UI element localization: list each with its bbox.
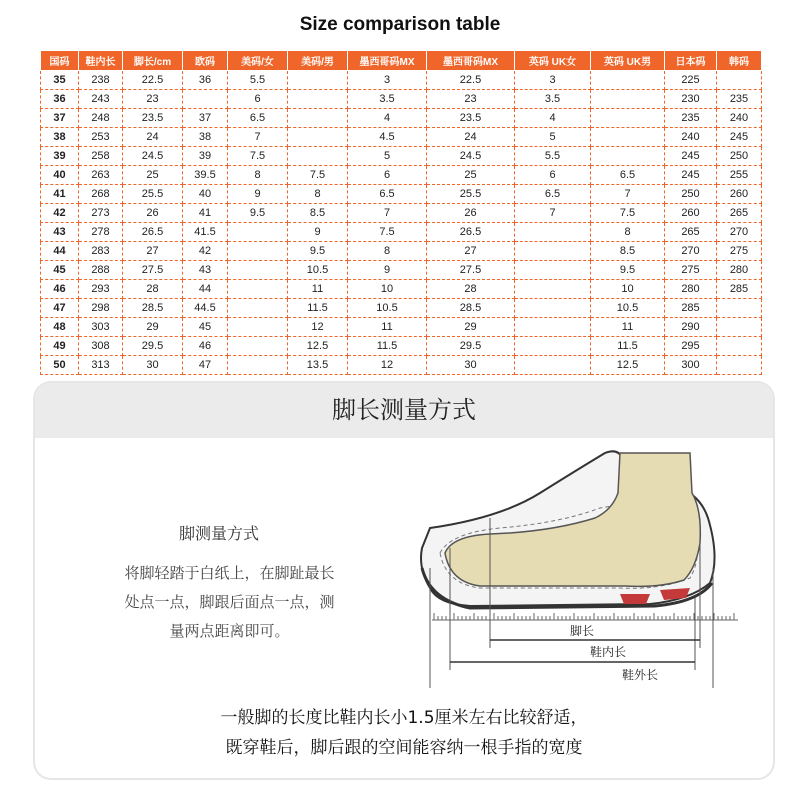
table-row	[41, 242, 762, 261]
table-cell	[591, 147, 665, 166]
table-cell	[515, 242, 591, 261]
table-cell: 43	[183, 261, 228, 280]
table-cell: 11	[591, 318, 665, 337]
table-cell: 30	[123, 356, 183, 375]
table-cell: 6.5	[348, 185, 427, 204]
table-row	[41, 166, 762, 185]
table-cell: 248	[79, 109, 123, 128]
page-title: Size comparison table	[299, 14, 501, 35]
table-cell: 49	[41, 337, 79, 356]
table-row	[41, 337, 762, 356]
table-cell: 285	[717, 280, 762, 299]
table-header-row	[41, 51, 762, 71]
table-cell: 41.5	[183, 223, 228, 242]
column-header: 美码/男	[288, 51, 348, 71]
table-cell: 50	[41, 356, 79, 375]
table-cell: 8	[591, 223, 665, 242]
table-cell: 313	[79, 356, 123, 375]
table-cell: 10.5	[348, 299, 427, 318]
table-cell: 238	[79, 71, 123, 90]
table-cell: 8	[348, 242, 427, 261]
column-header: 欧码	[183, 51, 228, 71]
table-cell: 6	[228, 90, 288, 109]
table-row	[41, 109, 762, 128]
column-header: 韩码	[717, 51, 762, 71]
table-cell: 8	[288, 185, 348, 204]
table-cell: 24	[123, 128, 183, 147]
column-header: 国码	[41, 51, 79, 71]
sole-accent	[620, 594, 650, 604]
table-cell: 23.5	[123, 109, 183, 128]
method-line: 量两点距离即可。	[169, 622, 290, 640]
table-cell: 45	[41, 261, 79, 280]
table-cell	[515, 280, 591, 299]
table-cell: 10.5	[591, 299, 665, 318]
table-cell: 308	[79, 337, 123, 356]
table-cell: 27.5	[427, 261, 515, 280]
table-cell: 9	[348, 261, 427, 280]
table-cell: 47	[41, 299, 79, 318]
table-body	[41, 71, 762, 375]
table-cell	[228, 223, 288, 242]
table-cell	[717, 318, 762, 337]
table-cell: 6	[515, 166, 591, 185]
table-cell	[183, 90, 228, 109]
table-cell: 9	[288, 223, 348, 242]
table-cell: 8	[228, 166, 288, 185]
table-cell: 245	[717, 128, 762, 147]
table-cell: 27	[427, 242, 515, 261]
table-cell: 245	[665, 147, 717, 166]
table-cell: 23.5	[427, 109, 515, 128]
table-cell: 235	[717, 90, 762, 109]
table-cell: 245	[665, 166, 717, 185]
table-cell: 298	[79, 299, 123, 318]
table-cell	[591, 90, 665, 109]
table-cell: 24.5	[427, 147, 515, 166]
table-cell	[288, 128, 348, 147]
table-cell: 10.5	[288, 261, 348, 280]
table-cell: 10	[348, 280, 427, 299]
table-cell: 40	[41, 166, 79, 185]
table-cell: 7	[348, 204, 427, 223]
column-header: 日本码	[665, 51, 717, 71]
table-cell: 42	[183, 242, 228, 261]
table-cell: 27	[123, 242, 183, 261]
method-line: 处点一点，脚跟后面点一点，测	[124, 593, 335, 611]
table-cell: 268	[79, 185, 123, 204]
measurement-panel	[35, 383, 773, 778]
table-cell: 48	[41, 318, 79, 337]
table-cell: 240	[665, 128, 717, 147]
table-row	[41, 318, 762, 337]
table-cell	[228, 318, 288, 337]
column-header: 美码/女	[228, 51, 288, 71]
table-cell: 39.5	[183, 166, 228, 185]
table-cell: 30	[427, 356, 515, 375]
table-cell: 250	[665, 185, 717, 204]
table-row	[41, 204, 762, 223]
table-cell: 28	[427, 280, 515, 299]
table-cell: 44.5	[183, 299, 228, 318]
table-cell: 26.5	[427, 223, 515, 242]
table-cell: 46	[183, 337, 228, 356]
table-row	[41, 280, 762, 299]
table-cell: 29.5	[427, 337, 515, 356]
table-cell: 6.5	[591, 166, 665, 185]
table-cell: 42	[41, 204, 79, 223]
column-header: 脚长/cm	[123, 51, 183, 71]
sole-accent	[660, 588, 690, 600]
table-cell	[228, 280, 288, 299]
table-cell: 270	[717, 223, 762, 242]
table-cell: 9.5	[591, 261, 665, 280]
table-cell: 25	[427, 166, 515, 185]
table-cell	[228, 356, 288, 375]
method-line: 将脚轻踏于白纸上，在脚趾最长	[124, 564, 335, 582]
table-cell	[228, 261, 288, 280]
foot-in-shoe-diagram	[390, 448, 750, 688]
table-row	[41, 147, 762, 166]
table-cell: 4.5	[348, 128, 427, 147]
table-cell: 288	[79, 261, 123, 280]
table-cell: 29	[123, 318, 183, 337]
table-cell: 283	[79, 242, 123, 261]
table-cell: 290	[665, 318, 717, 337]
table-cell: 5	[348, 147, 427, 166]
table-cell: 24	[427, 128, 515, 147]
column-header: 英码 UK男	[591, 51, 665, 71]
table-cell: 285	[665, 299, 717, 318]
table-cell: 295	[665, 337, 717, 356]
table-cell: 38	[41, 128, 79, 147]
table-cell: 8.5	[288, 204, 348, 223]
table-cell: 41	[41, 185, 79, 204]
table-cell: 7.5	[228, 147, 288, 166]
table-cell: 7	[591, 185, 665, 204]
fit-note	[35, 703, 773, 763]
table-cell: 47	[183, 356, 228, 375]
table-row	[41, 356, 762, 375]
table-row	[41, 185, 762, 204]
table-cell	[717, 337, 762, 356]
table-cell: 230	[665, 90, 717, 109]
table-row	[41, 90, 762, 109]
table-cell: 22.5	[123, 71, 183, 90]
table-cell: 11.5	[288, 299, 348, 318]
table-cell	[591, 71, 665, 90]
table-cell: 26	[427, 204, 515, 223]
table-cell: 280	[665, 280, 717, 299]
table-cell: 6.5	[228, 109, 288, 128]
table-cell: 6	[348, 166, 427, 185]
table-cell: 275	[665, 261, 717, 280]
table-cell: 7.5	[348, 223, 427, 242]
table-cell: 300	[665, 356, 717, 375]
table-cell	[228, 337, 288, 356]
table-cell: 225	[665, 71, 717, 90]
table-cell: 38	[183, 128, 228, 147]
table-cell: 235	[665, 109, 717, 128]
table-cell: 270	[665, 242, 717, 261]
table-cell: 45	[183, 318, 228, 337]
table-cell: 12	[288, 318, 348, 337]
table-cell: 253	[79, 128, 123, 147]
table-cell: 23	[123, 90, 183, 109]
table-cell: 263	[79, 166, 123, 185]
table-cell: 5.5	[515, 147, 591, 166]
table-cell: 303	[79, 318, 123, 337]
table-cell: 240	[717, 109, 762, 128]
outer-length-label: 鞋外长	[622, 668, 659, 682]
table-cell: 265	[717, 204, 762, 223]
table-cell: 255	[717, 166, 762, 185]
column-header: 鞋内长	[79, 51, 123, 71]
table-cell: 3	[348, 71, 427, 90]
table-cell: 44	[41, 242, 79, 261]
table-cell: 44	[183, 280, 228, 299]
table-cell: 7	[228, 128, 288, 147]
inner-length-label: 鞋内长	[590, 645, 627, 659]
table-cell: 29	[427, 318, 515, 337]
table-cell: 26	[123, 204, 183, 223]
table-cell	[228, 299, 288, 318]
note-line: 一般脚的长度比鞋内长小1.5厘米左右比较舒适，	[220, 708, 588, 728]
table-cell	[515, 318, 591, 337]
table-cell: 36	[41, 90, 79, 109]
table-row	[41, 261, 762, 280]
table-cell: 22.5	[427, 71, 515, 90]
table-cell: 6.5	[515, 185, 591, 204]
table-cell: 3.5	[515, 90, 591, 109]
table-cell: 10	[591, 280, 665, 299]
table-cell: 40	[183, 185, 228, 204]
table-cell	[515, 261, 591, 280]
table-cell: 37	[41, 109, 79, 128]
table-cell	[717, 356, 762, 375]
table-cell: 36	[183, 71, 228, 90]
table-cell: 46	[41, 280, 79, 299]
table-cell: 7.5	[591, 204, 665, 223]
table-cell	[515, 337, 591, 356]
table-cell: 13.5	[288, 356, 348, 375]
table-cell: 4	[515, 109, 591, 128]
method-title: 脚测量方式	[179, 524, 260, 543]
table-cell	[717, 71, 762, 90]
table-cell: 37	[183, 109, 228, 128]
table-cell: 39	[41, 147, 79, 166]
table-cell: 4	[348, 109, 427, 128]
table-cell: 12.5	[591, 356, 665, 375]
table-row	[41, 128, 762, 147]
table-cell: 41	[183, 204, 228, 223]
table-cell: 278	[79, 223, 123, 242]
table-cell: 9.5	[228, 204, 288, 223]
table-cell: 5.5	[228, 71, 288, 90]
table-cell: 280	[717, 261, 762, 280]
table-cell	[228, 242, 288, 261]
table-cell	[288, 90, 348, 109]
table-cell	[717, 299, 762, 318]
table-cell: 3	[515, 71, 591, 90]
table-cell: 43	[41, 223, 79, 242]
table-cell: 27.5	[123, 261, 183, 280]
table-cell: 7.5	[288, 166, 348, 185]
table-cell: 265	[665, 223, 717, 242]
table-cell: 243	[79, 90, 123, 109]
table-cell: 35	[41, 71, 79, 90]
table-cell: 11.5	[348, 337, 427, 356]
table-cell: 12.5	[288, 337, 348, 356]
table-cell	[515, 223, 591, 242]
table-cell: 250	[717, 147, 762, 166]
table-cell	[515, 356, 591, 375]
table-cell: 7	[515, 204, 591, 223]
table-cell	[288, 147, 348, 166]
column-header: 英码 UK女	[515, 51, 591, 71]
table-cell: 25	[123, 166, 183, 185]
table-row	[41, 71, 762, 90]
table-cell: 28.5	[427, 299, 515, 318]
table-cell: 5	[515, 128, 591, 147]
foot-length-label: 脚长	[570, 624, 595, 638]
table-cell: 12	[348, 356, 427, 375]
note-line: 既穿鞋后，脚后跟的空间能容纳一根手指的宽度	[225, 738, 583, 758]
table-cell: 23	[427, 90, 515, 109]
table-cell: 25.5	[427, 185, 515, 204]
measurement-heading: 脚长测量方式	[35, 383, 773, 438]
method-description	[97, 559, 362, 646]
table-cell: 3.5	[348, 90, 427, 109]
column-header: 墨西哥码MX	[348, 51, 427, 71]
table-row	[41, 223, 762, 242]
table-cell: 39	[183, 147, 228, 166]
table-cell: 273	[79, 204, 123, 223]
table-cell: 28.5	[123, 299, 183, 318]
table-cell: 293	[79, 280, 123, 299]
table-cell: 275	[717, 242, 762, 261]
table-cell	[591, 128, 665, 147]
ruler	[432, 613, 738, 620]
table-cell: 26.5	[123, 223, 183, 242]
column-header: 墨西哥码MX	[427, 51, 515, 71]
table-cell: 28	[123, 280, 183, 299]
table-cell: 11.5	[591, 337, 665, 356]
table-cell: 11	[348, 318, 427, 337]
table-cell	[591, 109, 665, 128]
table-cell: 29.5	[123, 337, 183, 356]
table-cell: 260	[717, 185, 762, 204]
table-row	[41, 299, 762, 318]
table-cell: 25.5	[123, 185, 183, 204]
table-cell	[515, 299, 591, 318]
table-cell: 8.5	[591, 242, 665, 261]
table-cell: 260	[665, 204, 717, 223]
table-cell	[288, 109, 348, 128]
table-cell: 258	[79, 147, 123, 166]
table-cell: 24.5	[123, 147, 183, 166]
table-cell: 11	[288, 280, 348, 299]
table-cell: 9.5	[288, 242, 348, 261]
table-cell: 9	[228, 185, 288, 204]
size-comparison-table	[40, 50, 762, 375]
table-cell	[288, 71, 348, 90]
